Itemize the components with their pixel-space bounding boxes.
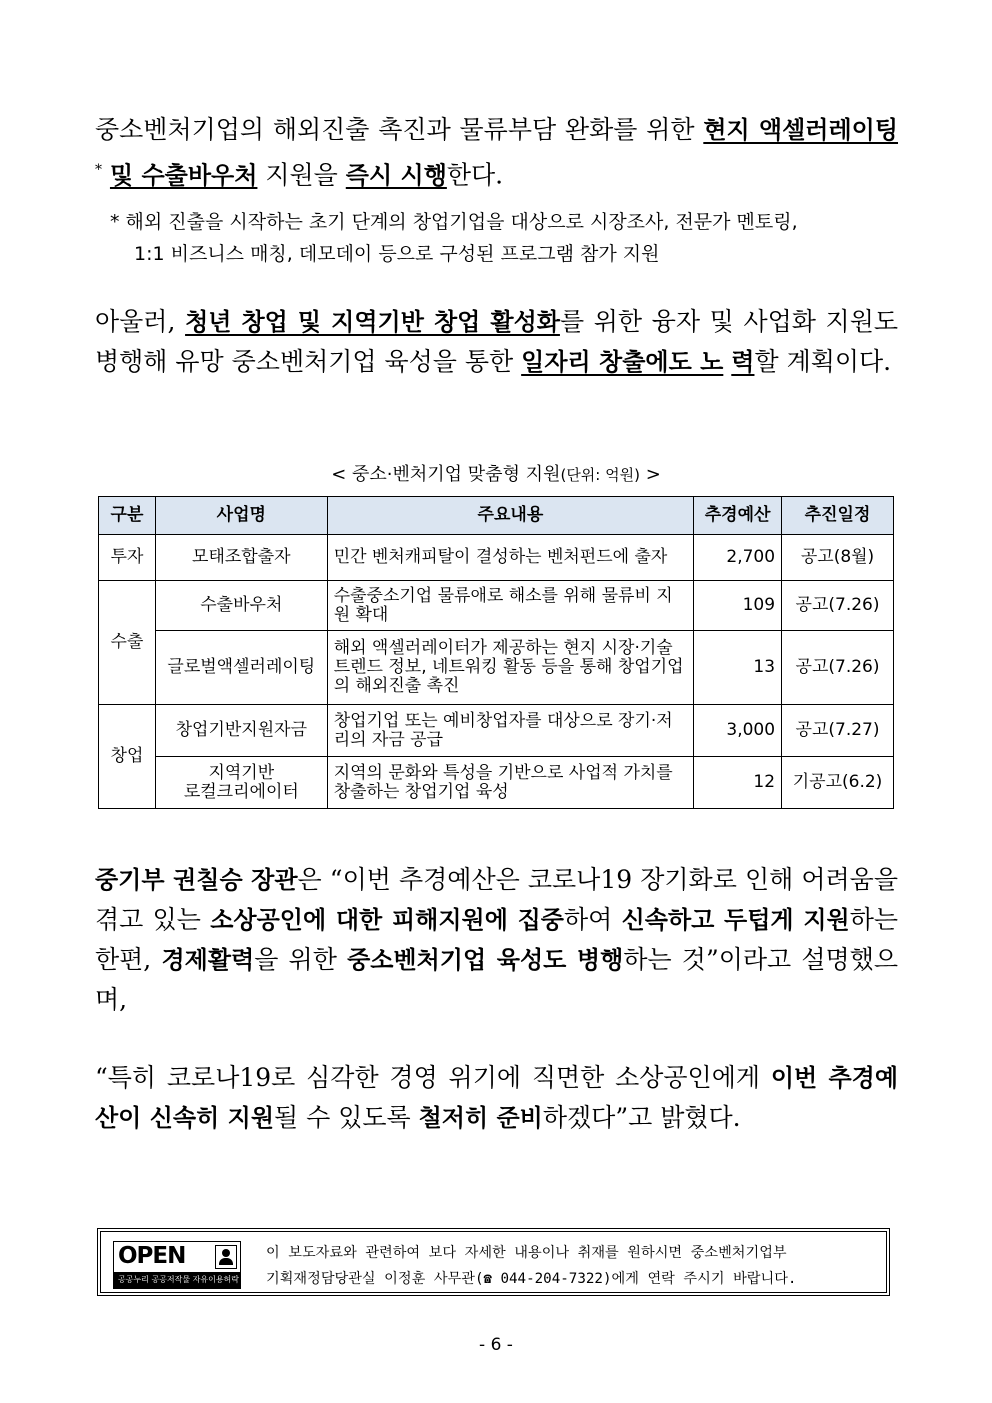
emphasis-damage-support: 소상공인에 대한 피해지원에 집중 [210, 906, 564, 934]
header-budget: 추경예산 [694, 497, 782, 535]
emphasis-local-accelerating: 현지 액셀러레이팅 [703, 116, 899, 144]
emphasis-youth-startup: 청년 창업 및 지역기반 창업 활성화 [185, 308, 560, 336]
table-row [99, 535, 894, 581]
schedule-cell: 공고(7.27) [782, 705, 894, 757]
text: 아울러, [95, 307, 186, 336]
content-cell: 해외 액셀러레이터가 제공하는 현지 시장·기술 트렌드 정보, 네트워킹 활동 등을 통해 창업기업의 해외진출 촉진 [327, 631, 693, 705]
contact-line: 이 보도자료와 관련하여 보다 자세한 내용이나 취재를 원하시면 중소벤처기업부 [266, 1245, 787, 1261]
attribution-icon [215, 1245, 237, 1269]
open-label: OPEN [118, 1243, 186, 1269]
text: 을 위한 [254, 945, 348, 974]
text: 은 “이번 추경예산은 코로나19 장기화로 인해 어려움을 겪고 있는 [95, 865, 898, 934]
content-cell: 지역의 문화와 특성을 기반으로 사업적 가치를 창출하는 창업기업 육성 [327, 757, 693, 809]
table-row [99, 581, 894, 631]
program-cell: 글로벌액셀러레이팅 [155, 631, 327, 705]
schedule-cell: 기공고(6.2) [782, 757, 894, 809]
emphasis-job-creation-end: 력 [731, 348, 755, 376]
emphasis-preparation: 철저히 준비 [418, 1104, 543, 1132]
open-subtitle: 공공누리 공공저작물 자유이용허락 [114, 1272, 240, 1288]
contact-box [97, 1228, 890, 1296]
category-cell: 투자 [99, 535, 156, 581]
contact-line [266, 1266, 886, 1292]
footnote-line: 1:1 비즈니스 매칭, 데모데이 등으로 구성된 프로그램 참가 지원 [134, 243, 660, 265]
paragraph-minister-quote [95, 860, 898, 1020]
text: )에게 연락 주시기 바랍니다. [602, 1271, 797, 1287]
emphasis-economic-vitality: 경제활력 [161, 946, 255, 974]
table-row [99, 631, 894, 705]
program-cell: 모태조합출자 [155, 535, 327, 581]
text: 할 계획이다. [754, 347, 892, 376]
category-cell: 창업 [99, 705, 156, 809]
open-license-badge [113, 1241, 241, 1289]
page-number: - 6 - [479, 1335, 513, 1355]
footnote-line: * 해외 진출을 시작하는 초기 단계의 창업기업을 대상으로 시장조사, 전문가 멘토링, [110, 211, 798, 233]
text: 하는 한편, [95, 905, 898, 974]
budget-cell: 3,000 [694, 705, 782, 757]
text: 하겠다”고 밝혔다. [542, 1103, 741, 1132]
text: 중소벤처기업의 해외진출 촉진과 물류부담 완화를 위한 [95, 115, 704, 144]
budget-cell: 12 [694, 757, 782, 809]
budget-cell: 2,700 [694, 535, 782, 581]
header-content: 주요내용 [327, 497, 693, 535]
content-cell: 민간 벤처캐피탈이 결성하는 벤처펀드에 출자 [327, 535, 693, 581]
schedule-cell: 공고(7.26) [782, 631, 894, 705]
contact-inner [100, 1231, 887, 1293]
content-cell: 창업기업 또는 예비창업자를 대상으로 장기·저리의 자금 공급 [327, 705, 693, 757]
table-header-row [99, 497, 894, 535]
paragraph-overseas-support [95, 110, 898, 195]
budget-cell: 13 [694, 631, 782, 705]
table-row [99, 705, 894, 757]
emphasis-fast-support: 신속하고 두텁게 지원 [621, 906, 850, 934]
caption-unit: (단위: 억원) [560, 466, 640, 484]
budget-cell: 109 [694, 581, 782, 631]
contact-text [266, 1240, 886, 1292]
paragraph-closing-quote [95, 1058, 898, 1138]
category-cell: 수출 [99, 581, 156, 705]
program-cell: 수출바우처 [155, 581, 327, 631]
table-row [99, 757, 894, 809]
emphasis-sme-growth: 중소벤처기업 육성도 병행 [347, 946, 624, 974]
phone-number: 044-204-7322 [491, 1271, 603, 1287]
header-category: 구분 [99, 497, 156, 535]
emphasis-export-voucher: 및 수출바우처 [109, 161, 258, 190]
emphasis-minister: 중기부 권칠승 장관 [95, 866, 298, 894]
footnote [110, 206, 898, 270]
emphasis-immediate: 즉시 시행 [345, 161, 447, 190]
text: “특히 코로나19로 심각한 경영 위기에 직면한 소상공인에게 [95, 1063, 771, 1092]
support-table [98, 496, 894, 809]
header-program: 사업명 [155, 497, 327, 535]
emphasis-fast-budget: 이번 추경예산이 신속히 지원 [95, 1064, 898, 1132]
text: 를 위한 융자 및 사업화 지원도 병행해 유망 중소벤처기업 육성을 통한 [95, 307, 898, 376]
paragraph-youth-startup [95, 302, 898, 382]
text: 지원을 [257, 160, 346, 190]
phone-icon: ☎ [483, 1271, 492, 1287]
caption-text: < 중소·벤처기업 맞춤형 지원 [331, 464, 561, 485]
footnote-mark: * [95, 162, 102, 178]
text: 한다. [446, 160, 504, 190]
table-caption [0, 460, 992, 486]
text: 기획재정담당관실 이정훈 사무관( [266, 1271, 484, 1287]
program-name-line: 지역기반 [208, 762, 275, 783]
header-schedule: 추진일정 [782, 497, 894, 535]
open-badge-top [114, 1242, 240, 1272]
caption-text: > [639, 464, 661, 485]
text: 될 수 있도록 [274, 1103, 419, 1132]
program-cell [155, 757, 327, 809]
program-cell: 창업기반지원자금 [155, 705, 327, 757]
schedule-cell: 공고(7.26) [782, 581, 894, 631]
emphasis-job-creation: 일자리 창출에도 노 [521, 348, 724, 376]
content-cell: 수출중소기업 물류애로 해소를 위해 물류비 지원 확대 [327, 581, 693, 631]
program-name-line: 로컬크리에이터 [183, 781, 299, 802]
text: 하는 것”이라고 설명했으며, [95, 945, 898, 1014]
schedule-cell: 공고(8월) [782, 535, 894, 581]
text: 하여 [563, 905, 622, 934]
